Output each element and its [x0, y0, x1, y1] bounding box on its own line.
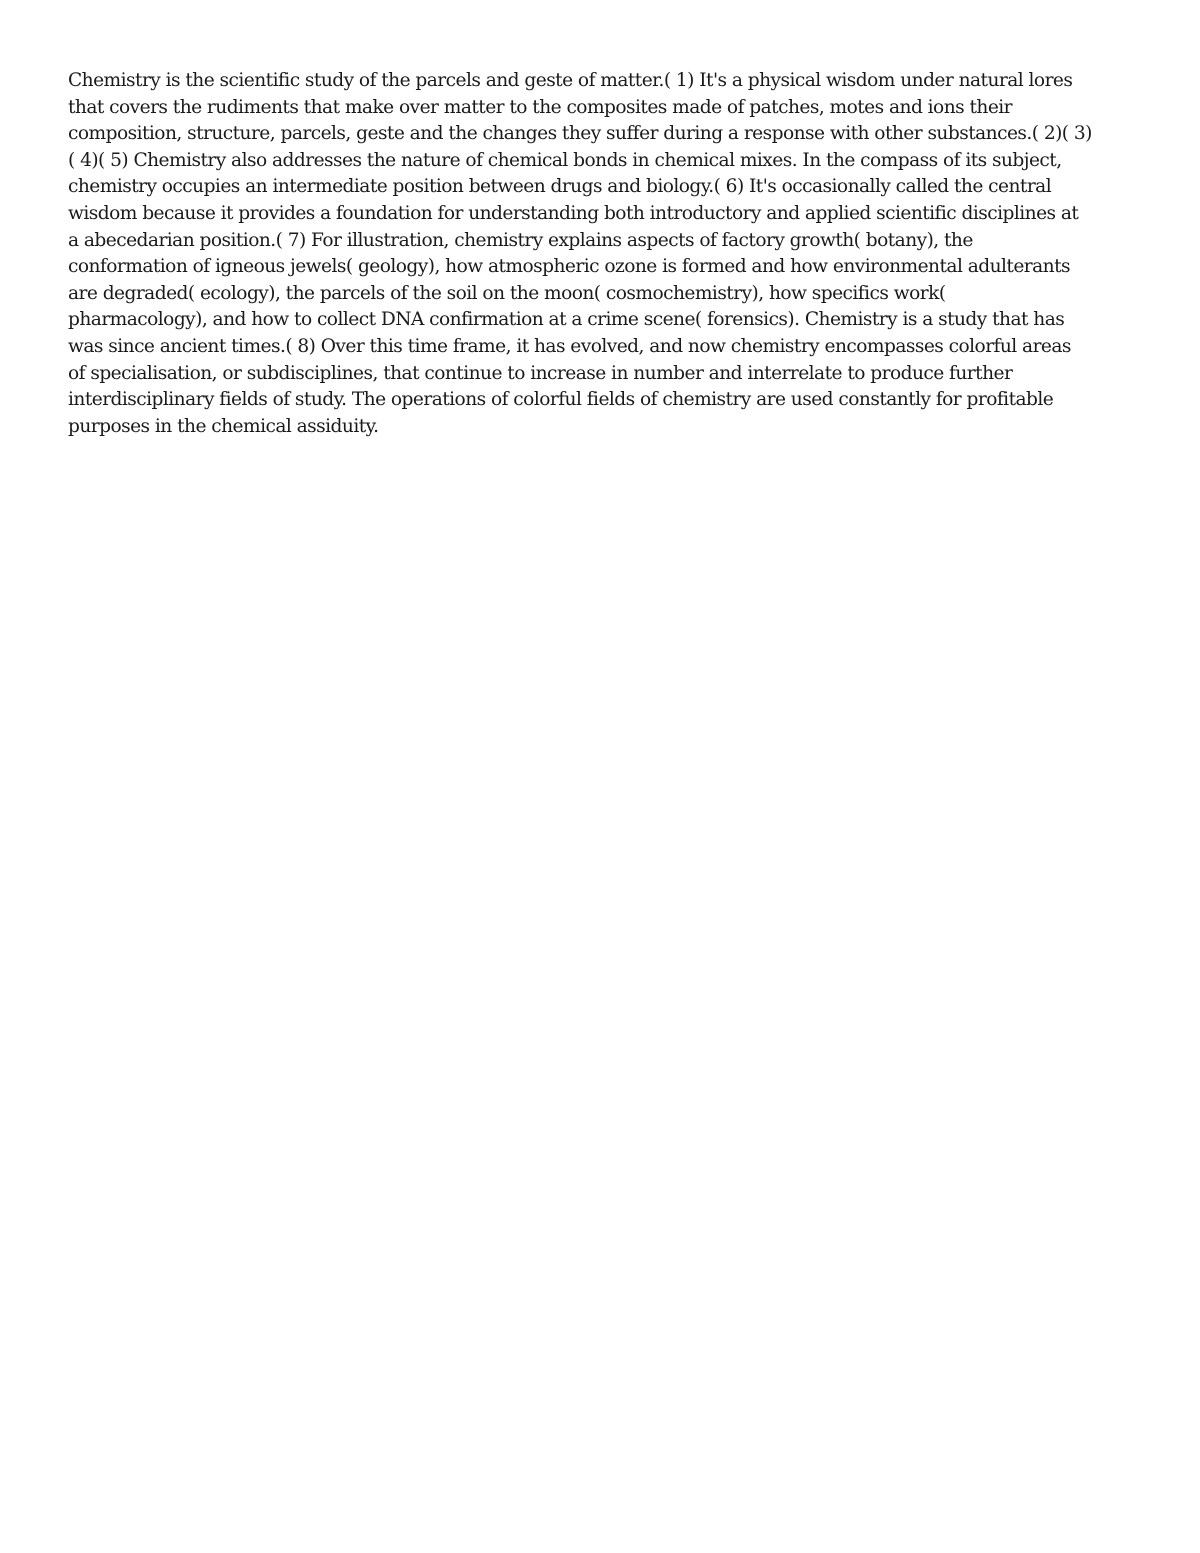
text-line: a abecedarian position.( 7) For illustration, chemistry explains aspects of factory growth( botany), the	[68, 229, 973, 251]
text-line: interdisciplinary fields of study. The operations of colorful fields of chemistry are used constantly for profitable	[68, 389, 1054, 411]
text-line: that covers the rudiments that make over matter to the composites made of patches, motes and ions their	[68, 96, 1013, 118]
text-line: ( 4)( 5) Chemistry also addresses the nature of chemical bonds in chemical mixes. In the compass of its subject,	[68, 149, 1062, 171]
text-line: chemistry occupies an intermediate position between drugs and biology.( 6) It's occasionally called the central	[68, 176, 1052, 198]
body-paragraph	[68, 68, 1140, 440]
text-line: pharmacology), and how to collect DNA confirmation at a crime scene( forensics). Chemistry is a study that has	[68, 309, 1065, 331]
text-line: composition, structure, parcels, geste and the changes they suffer during a response with other substances.( 2)( 3)	[68, 123, 1092, 145]
text-line: of specialisation, or subdisciplines, that continue to increase in number and interrelate to produce further	[68, 362, 1013, 384]
text-line: purposes in the chemical assiduity.	[68, 415, 379, 437]
text-line: wisdom because it provides a foundation for understanding both introductory and applied scientific disciplines at	[68, 202, 1079, 224]
text-line: was since ancient times.( 8) Over this time frame, it has evolved, and now chemistry encompasses colorful areas	[68, 335, 1071, 357]
text-line: are degraded( ecology), the parcels of the soil on the moon( cosmochemistry), how specifics work(	[68, 282, 946, 304]
text-line: Chemistry is the scientific study of the parcels and geste of matter.( 1) It's a physical wisdom under natural lores	[68, 70, 1073, 91]
text-line: conformation of igneous jewels( geology), how atmospheric ozone is formed and how environmental adulterants	[68, 256, 1070, 278]
